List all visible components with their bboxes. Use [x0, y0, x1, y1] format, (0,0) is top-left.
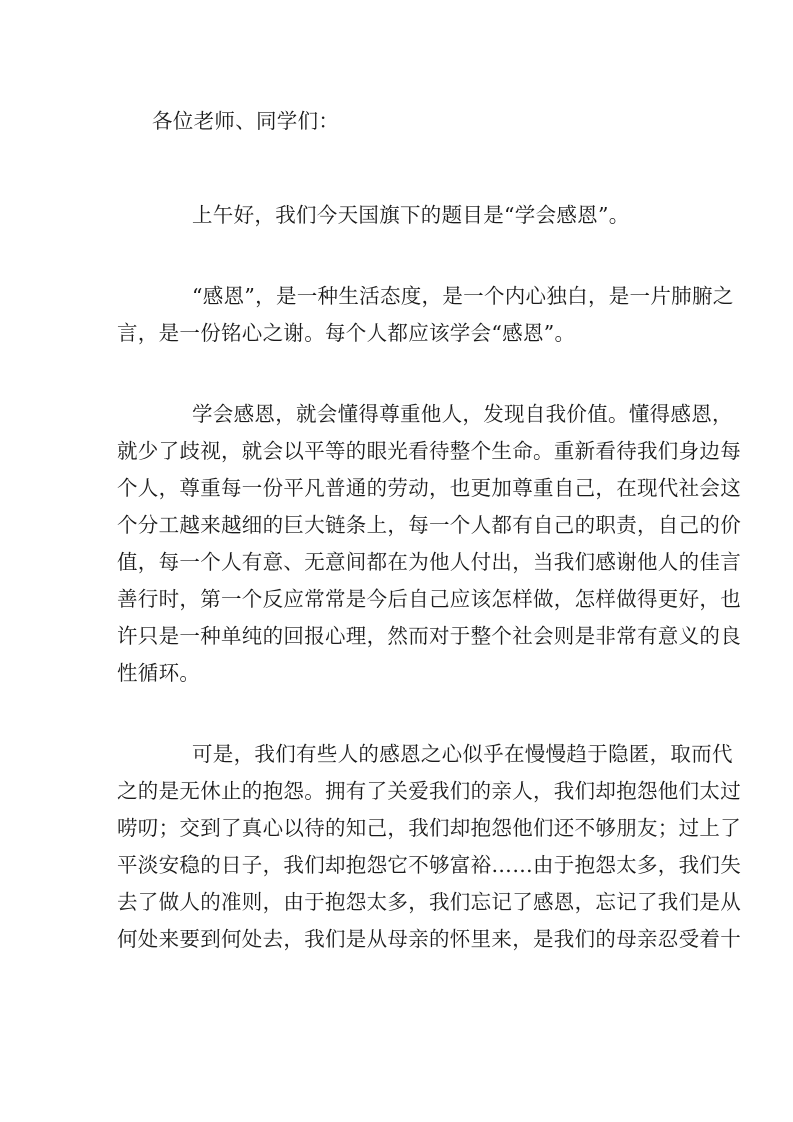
paragraph-greeting — [117, 197, 679, 234]
paragraph-gratitude-definition — [117, 278, 734, 352]
paragraph-line: 上午好，我们今天国旗下的题目是“学会感恩”。 — [192, 203, 630, 227]
salutation-text: 各位老师、同学们： — [152, 109, 340, 133]
document-page — [117, 103, 741, 994]
paragraph-line: 善行时，第一个反应常常是今后自己应该怎样做，怎样做得更好，也 — [117, 587, 741, 611]
salutation — [117, 103, 679, 140]
paragraph-line: 去了做人的准则，由于抱怨太多，我们忘记了感恩，忘记了我们是从 — [117, 890, 741, 914]
paragraph-line: 学会感恩，就会懂得尊重他人，发现自我价值。懂得感恩， — [192, 402, 733, 426]
paragraph-line: 许只是一种单纯的回报心理，然而对于整个社会则是非常有意义的良 — [117, 624, 741, 648]
paragraph-line: 个分工越来越细的巨大链条上，每一个人都有自己的职责，自己的价 — [117, 513, 741, 537]
paragraph-line: 平淡安稳的日子，我们却抱怨它不够富裕……由于抱怨太多，我们失 — [117, 853, 741, 877]
paragraph-complaints — [117, 736, 741, 958]
paragraph-line: 言，是一份铭心之谢。每个人都应该学会“感恩”。 — [117, 321, 576, 345]
paragraph-line: 值，每一个人有意、无意间都在为他人付出，当我们感谢他人的佳言 — [117, 550, 741, 574]
paragraph-line: 唠叨；交到了真心以待的知己，我们却抱怨他们还不够朋友；过上了 — [117, 816, 741, 840]
paragraph-line: 个人，尊重每一份平凡普通的劳动，也更加尊重自己，在现代社会这 — [117, 476, 741, 500]
paragraph-line: 可是，我们有些人的感恩之心似乎在慢慢趋于隐匿，取而代 — [192, 742, 733, 766]
paragraph-learning-gratitude — [117, 396, 741, 692]
paragraph-line: 就少了歧视，就会以平等的眼光看待整个生命。重新看待我们身边每 — [117, 439, 741, 463]
paragraph-line: 何处来要到何处去，我们是从母亲的怀里来，是我们的母亲忍受着十 — [117, 927, 741, 951]
paragraph-line: “感恩”，是一种生活态度，是一个内心独白，是一片肺腑之 — [192, 284, 734, 308]
paragraph-line: 性循环。 — [117, 661, 201, 685]
paragraph-line: 之的是无休止的抱怨。拥有了关爱我们的亲人，我们却抱怨他们太过 — [117, 779, 741, 803]
